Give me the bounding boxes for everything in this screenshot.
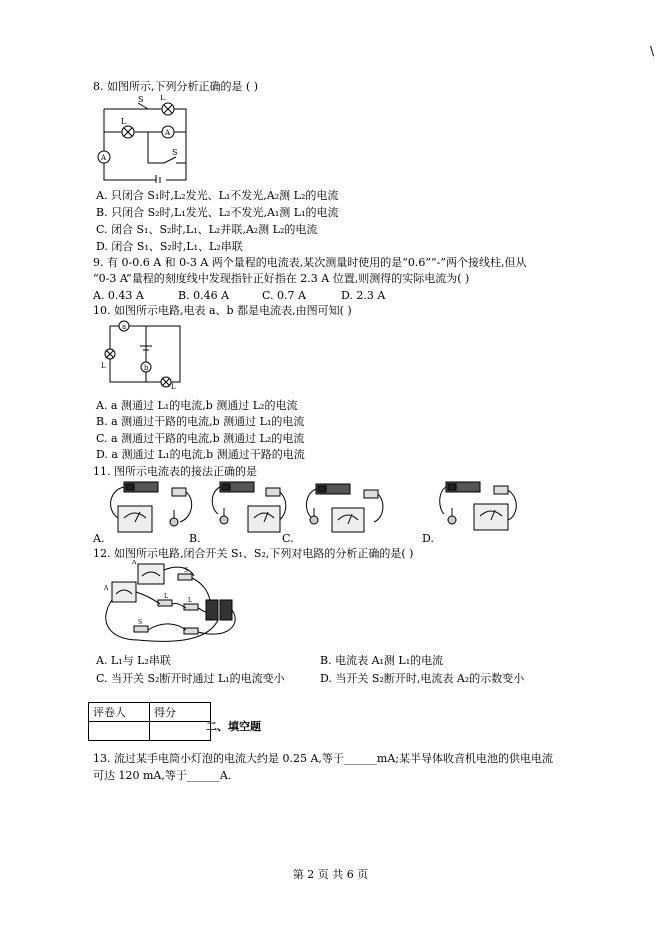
svg-text:S: S (172, 148, 178, 157)
svg-text:A: A (132, 560, 137, 566)
q11-letter-a: A. (93, 532, 105, 545)
q11-figure-b (208, 478, 298, 540)
q12-option-d: D. 当开关 S₂断开时,电流表 A₂的示数变小 (320, 672, 525, 685)
q11-letter-b: B. (189, 532, 201, 545)
svg-text:a: a (122, 323, 127, 331)
svg-text:S: S (138, 95, 144, 104)
q12-circuit-figure (98, 560, 244, 646)
q10-option-d: D. a 测通过 L₁的电流,b 测通过干路的电流 (96, 448, 305, 461)
q8-option-a: A. 只闭合 S₁时,L₂发光、L₁不发光,A₂测 L₂的电流 (96, 189, 339, 202)
q10-stem: 10. 如图所示电路,电表 a、b 都是电流表,由图可知( ) (93, 304, 352, 317)
q9-option-c: C. 0.7 A (262, 289, 306, 302)
svg-text:L: L (121, 117, 127, 126)
q12-option-b: B. 电流表 A₁测 L₁的电流 (320, 654, 444, 667)
score-table-header-grader: 评卷人 (89, 703, 150, 722)
q8-circuit-figure (96, 95, 190, 183)
q8-option-b: B. 只闭合 S₂时,L₁发光、L₂不发光,A₁测 L₁的电流 (96, 206, 339, 219)
q13-line2: 可达 120 mA,等于______A. (93, 769, 232, 782)
q12-option-c: C. 当开关 S₂断开时通过 L₁的电流变小 (96, 672, 285, 685)
q13-line1: 13. 流过某手电筒小灯泡的电流大约是 0.25 A,等于______mA;某半导体收音机电池的供电电流 (93, 752, 553, 765)
section-title: 二、填空题 (206, 720, 261, 733)
q10-option-b: B. a 测通过干路的电流,b 测通过 L₁的电流 (96, 415, 305, 428)
q11-figure-c (300, 478, 390, 540)
score-table-header-score: 得分 (150, 703, 211, 722)
q11-figure-a (104, 478, 204, 540)
q9-option-b: B. 0.46 A (178, 289, 230, 302)
svg-text:A: A (165, 129, 171, 137)
q8-option-c: C. 闭合 S₁、S₂时,L₁、L₂并联,A₂测 L₂的电流 (96, 223, 318, 236)
q10-option-a: A. a 测通过 L₁的电流,b 测通过 L₂的电流 (96, 399, 298, 412)
q9-line1: 9. 有 0-0.6 A 和 0-3 A 两个量程的电流表,某次测量时使用的是“0.6”“-”两个接线柱,但从 (93, 256, 527, 269)
page-footer: 第 2 页 共 6 页 (292, 868, 369, 881)
q9-option-a: A. 0.43 A (93, 289, 144, 302)
svg-text:S: S (138, 619, 143, 626)
q12-stem: 12. 如图所示电路,闭合开关 S₁、S₂,下列对电路的分析正确的是( ) (93, 547, 414, 560)
svg-text:b: b (144, 364, 149, 372)
q8-stem: 8. 如图所示,下列分析正确的是 ( ) (93, 80, 259, 93)
q12-option-a: A. L₁与 L₂串联 (96, 654, 171, 667)
score-table-score-cell[interactable] (150, 722, 211, 741)
q10-circuit-figure (100, 320, 190, 390)
q9-line2: “0-3 A”量程的刻度线中发现指针正好指在 2.3 A 位置,则测得的实际电流为( ) (93, 272, 470, 285)
q8-option-d: D. 闭合 S₁、S₂时,L₁、L₂串联 (96, 240, 243, 253)
svg-text:L: L (160, 95, 166, 102)
svg-text:L: L (164, 593, 168, 600)
q11-letter-c: C. (282, 532, 294, 545)
svg-text:S: S (184, 567, 189, 574)
score-table (88, 702, 211, 741)
q11-letter-d: D. (422, 532, 434, 545)
score-table-grader-cell[interactable] (89, 722, 150, 741)
corner-mark: \ (650, 44, 655, 58)
q11-stem: 11. 图所示电流表的接法正确的是 (93, 465, 257, 478)
q11-figure-d (436, 478, 528, 540)
q10-option-c: C. a 测通过干路的电流,b 测通过 L₂的电流 (96, 432, 305, 445)
svg-text:L: L (188, 597, 192, 604)
svg-text:A: A (101, 154, 107, 162)
svg-text:A: A (104, 585, 109, 592)
q9-option-d: D. 2.3 A (341, 289, 386, 302)
svg-text:L: L (101, 362, 106, 370)
svg-text:L: L (171, 383, 176, 390)
